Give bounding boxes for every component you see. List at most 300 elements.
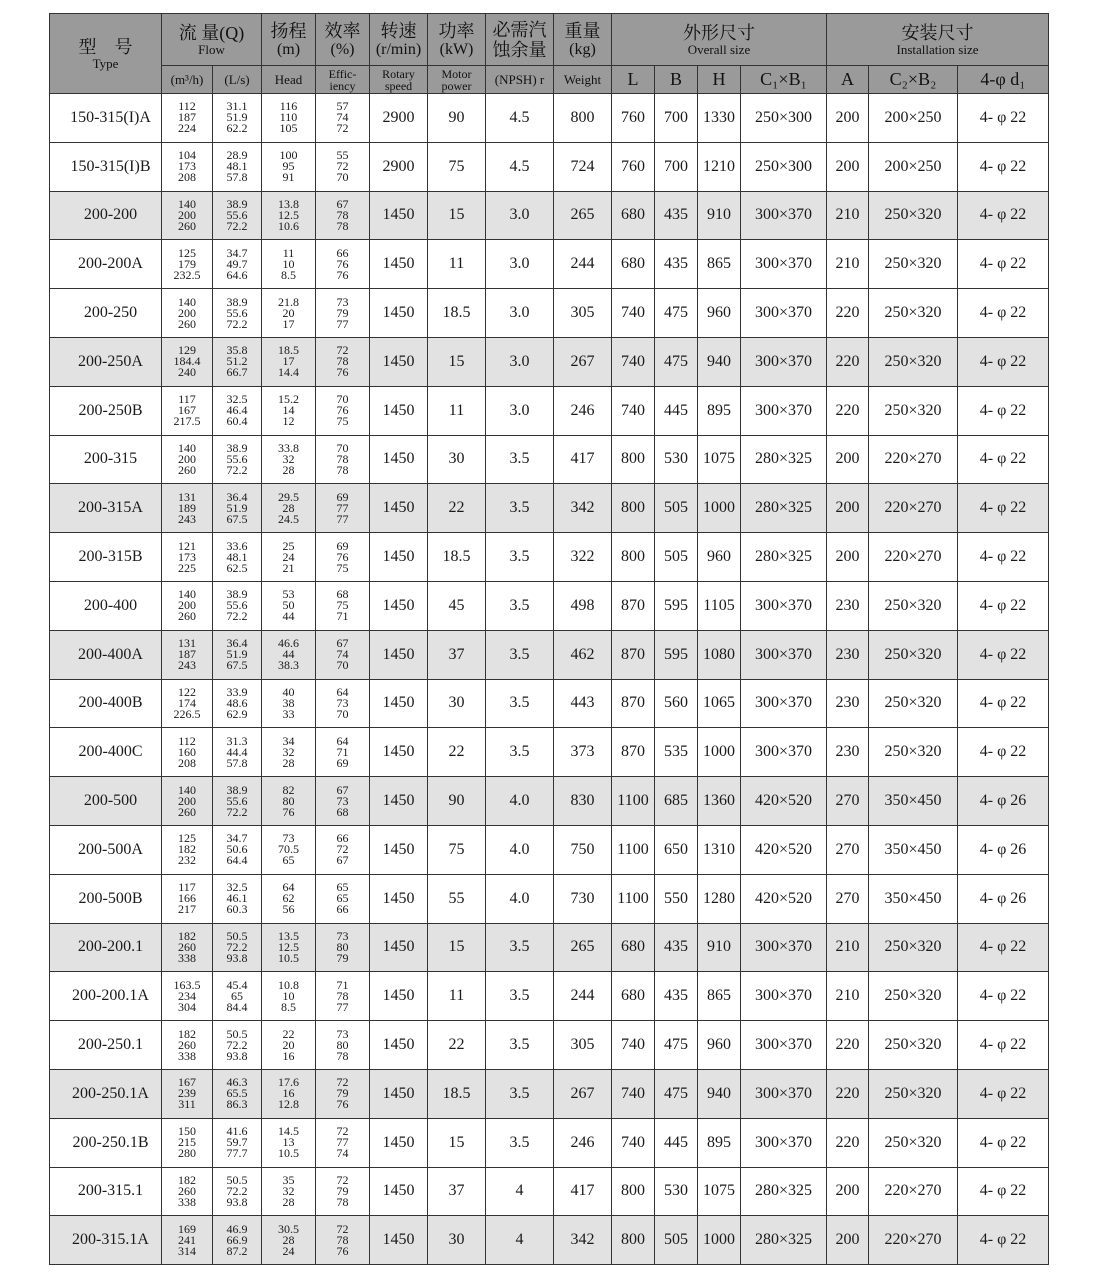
cell-dim-b: 475 — [655, 337, 698, 386]
cell-flow-ls — [213, 484, 262, 533]
cell-flow-ls — [213, 777, 262, 826]
cell-dim-l: 760 — [612, 142, 655, 191]
cell-flow-ls-value: 36.4 — [226, 636, 248, 651]
cell-flow-ls-value: 72.2 — [226, 462, 248, 477]
table-row — [50, 1167, 1049, 1216]
cell-dim-l: 870 — [612, 630, 655, 679]
cell-flow-ls-value: 32.5 — [226, 880, 248, 895]
cell-efficiency-value: 64 — [336, 733, 349, 748]
cell-head-value: 33.8 — [278, 440, 299, 455]
cell-efficiency-value: 66 — [336, 831, 349, 846]
cell-dim-b: 685 — [655, 777, 698, 826]
cell-flow-ls — [213, 1021, 262, 1070]
cell-type: 200-315B — [50, 533, 162, 582]
cell-dim-h: 940 — [698, 337, 741, 386]
cell-flow-m3h-value: 311 — [178, 1097, 196, 1112]
cell-efficiency-value: 76 — [336, 403, 349, 418]
cell-flow-m3h-value: 169 — [178, 1221, 196, 1236]
cell-head-value: 24 — [282, 1243, 295, 1258]
cell-flow-ls-value: 60.3 — [226, 902, 248, 917]
table-row — [50, 874, 1049, 923]
header-npsh-en: (NPSH) r — [486, 66, 554, 94]
cell-efficiency-value: 55 — [336, 148, 349, 163]
cell-efficiency-value: 73 — [336, 294, 349, 309]
cell-power: 11 — [428, 972, 486, 1021]
table-row — [50, 1216, 1049, 1265]
cell-dim-l: 1100 — [612, 874, 655, 923]
cell-head-value: 91 — [282, 170, 295, 185]
table-header — [50, 14, 1049, 94]
cell-weight: 730 — [554, 874, 612, 923]
cell-flow-m3h — [162, 240, 213, 289]
cell-npsh: 4.5 — [486, 142, 554, 191]
cell-flow-ls-value: 55.6 — [226, 305, 248, 320]
cell-dim-b: 530 — [655, 1167, 698, 1216]
cell-efficiency-value: 75 — [336, 414, 349, 429]
header-overall-size: 外形尺寸 Overall size — [612, 14, 827, 66]
cell-efficiency-value: 65 — [336, 880, 349, 895]
cell-type: 200-400A — [50, 630, 162, 679]
cell-dim-c2b2: 250×320 — [869, 728, 958, 777]
cell-efficiency — [316, 240, 370, 289]
table-row — [50, 825, 1049, 874]
cell-efficiency-value: 76 — [336, 1097, 349, 1112]
table-body — [50, 94, 1049, 1265]
cell-dim-c1b1: 300×370 — [741, 191, 827, 240]
cell-flow-m3h-value: 117 — [178, 880, 196, 895]
cell-flow-ls — [213, 923, 262, 972]
cell-flow-ls-value: 50.5 — [226, 1172, 248, 1187]
cell-head-value: 28 — [282, 462, 295, 477]
cell-efficiency-value: 66 — [336, 902, 349, 917]
table-row — [50, 923, 1049, 972]
cell-dim-b: 475 — [655, 1069, 698, 1118]
cell-efficiency — [316, 1216, 370, 1265]
table-row — [50, 1021, 1049, 1070]
cell-head — [262, 337, 316, 386]
cell-flow-m3h-value: 104 — [178, 148, 196, 163]
cell-flow-ls-value: 51.9 — [226, 110, 248, 125]
cell-efficiency-value: 65 — [336, 891, 349, 906]
header-dim-h: H — [698, 66, 741, 94]
cell-efficiency-value: 67 — [336, 636, 349, 651]
cell-speed: 1450 — [370, 679, 428, 728]
cell-flow-ls-value: 48.1 — [226, 159, 248, 174]
cell-flow-m3h — [162, 972, 213, 1021]
cell-efficiency — [316, 1118, 370, 1167]
cell-head-value: 38 — [282, 695, 295, 710]
cell-speed: 1450 — [370, 825, 428, 874]
cell-head — [262, 1118, 316, 1167]
cell-flow-ls-value: 44.4 — [226, 744, 248, 759]
cell-head-value: 10.5 — [278, 950, 299, 965]
cell-dim-l: 800 — [612, 1216, 655, 1265]
cell-flow-ls-value: 46.4 — [226, 403, 248, 418]
cell-speed: 1450 — [370, 972, 428, 1021]
cell-npsh: 3.5 — [486, 972, 554, 1021]
cell-efficiency-value: 77 — [336, 316, 349, 331]
cell-dim-a: 220 — [827, 289, 869, 338]
cell-dim-b: 700 — [655, 142, 698, 191]
cell-flow-m3h-value: 200 — [178, 451, 196, 466]
cell-efficiency-value: 78 — [336, 1194, 349, 1209]
cell-dim-l: 800 — [612, 484, 655, 533]
cell-flow-ls-value: 93.8 — [226, 1194, 248, 1209]
header-dim-c2b2: C₂×B₂ — [869, 66, 958, 94]
cell-flow-ls — [213, 1118, 262, 1167]
cell-efficiency-value: 57 — [336, 99, 349, 114]
cell-flow-ls — [213, 191, 262, 240]
cell-head-value: 28 — [282, 1232, 295, 1247]
cell-flow-m3h — [162, 533, 213, 582]
cell-npsh: 4.5 — [486, 94, 554, 143]
cell-flow-ls-value: 45.4 — [226, 977, 248, 992]
cell-weight: 750 — [554, 825, 612, 874]
cell-dim-h: 895 — [698, 386, 741, 435]
cell-power: 18.5 — [428, 533, 486, 582]
header-npsh: 必需汽 蚀余量 — [486, 14, 554, 66]
cell-dim-b: 435 — [655, 240, 698, 289]
cell-power: 22 — [428, 1021, 486, 1070]
cell-head — [262, 191, 316, 240]
table-row — [50, 972, 1049, 1021]
cell-dim-d1: 4- φ 22 — [958, 728, 1049, 777]
cell-flow-ls-value: 51.9 — [226, 500, 248, 515]
cell-head — [262, 581, 316, 630]
cell-flow-m3h — [162, 337, 213, 386]
cell-dim-d1: 4- φ 22 — [958, 1069, 1049, 1118]
cell-power: 90 — [428, 777, 486, 826]
cell-flow-m3h — [162, 484, 213, 533]
cell-dim-h: 895 — [698, 1118, 741, 1167]
cell-dim-h: 960 — [698, 533, 741, 582]
table-row — [50, 630, 1049, 679]
cell-dim-a: 220 — [827, 1118, 869, 1167]
cell-dim-a: 220 — [827, 1021, 869, 1070]
cell-dim-c1b1: 250×300 — [741, 142, 827, 191]
header-head-en: Head — [262, 66, 316, 94]
cell-weight: 246 — [554, 1118, 612, 1167]
cell-type: 200-250.1 — [50, 1021, 162, 1070]
cell-power: 15 — [428, 923, 486, 972]
cell-type: 200-315.1 — [50, 1167, 162, 1216]
cell-head — [262, 484, 316, 533]
cell-flow-m3h-value: 131 — [178, 636, 196, 651]
cell-efficiency-value: 70 — [336, 170, 349, 185]
cell-flow-ls-value: 31.3 — [226, 733, 248, 748]
cell-flow-ls — [213, 630, 262, 679]
cell-efficiency-value: 79 — [336, 1183, 349, 1198]
cell-head-value: 29.5 — [278, 489, 299, 504]
cell-flow-m3h-value: 167 — [178, 1075, 196, 1090]
cell-flow-m3h-value: 189 — [178, 500, 196, 515]
cell-head — [262, 386, 316, 435]
cell-dim-c1b1: 300×370 — [741, 972, 827, 1021]
cell-dim-c1b1: 300×370 — [741, 386, 827, 435]
cell-dim-l: 800 — [612, 533, 655, 582]
cell-dim-a: 200 — [827, 1167, 869, 1216]
cell-efficiency-value: 76 — [336, 256, 349, 271]
cell-flow-m3h-value: 217.5 — [173, 414, 201, 429]
cell-npsh: 3.0 — [486, 289, 554, 338]
cell-dim-l: 760 — [612, 94, 655, 143]
cell-flow-m3h-value: 260 — [178, 804, 196, 819]
cell-type: 200-250.1A — [50, 1069, 162, 1118]
cell-efficiency-value: 70 — [336, 392, 349, 407]
cell-head-value: 44 — [282, 609, 295, 624]
cell-type: 150-315(I)A — [50, 94, 162, 143]
cell-type: 200-315 — [50, 435, 162, 484]
cell-efficiency-value: 78 — [336, 462, 349, 477]
cell-power: 30 — [428, 435, 486, 484]
cell-power: 15 — [428, 337, 486, 386]
cell-speed: 1450 — [370, 337, 428, 386]
cell-type: 200-400B — [50, 679, 162, 728]
cell-dim-b: 650 — [655, 825, 698, 874]
pump-spec-table — [49, 13, 1049, 1265]
cell-flow-ls-value: 55.6 — [226, 207, 248, 222]
cell-flow-ls — [213, 386, 262, 435]
cell-weight: 342 — [554, 1216, 612, 1265]
cell-head — [262, 777, 316, 826]
cell-weight: 724 — [554, 142, 612, 191]
cell-efficiency — [316, 337, 370, 386]
header-power: 功率 (kW) — [428, 14, 486, 66]
cell-dim-c1b1: 300×370 — [741, 679, 827, 728]
cell-npsh: 3.5 — [486, 679, 554, 728]
cell-speed: 1450 — [370, 874, 428, 923]
cell-flow-m3h — [162, 142, 213, 191]
cell-efficiency-value: 73 — [336, 928, 349, 943]
cell-head — [262, 679, 316, 728]
cell-flow-ls-value: 67.5 — [226, 511, 248, 526]
header-head: 扬程 (m) — [262, 14, 316, 66]
cell-efficiency-value: 67 — [336, 853, 349, 868]
cell-head — [262, 94, 316, 143]
cell-head-value: 10.6 — [278, 218, 299, 233]
cell-flow-m3h — [162, 94, 213, 143]
cell-dim-a: 220 — [827, 337, 869, 386]
cell-dim-d1: 4- φ 22 — [958, 581, 1049, 630]
cell-efficiency-value: 79 — [336, 950, 349, 965]
cell-dim-h: 865 — [698, 240, 741, 289]
cell-flow-m3h-value: 122 — [178, 684, 196, 699]
cell-power: 22 — [428, 728, 486, 777]
cell-dim-a: 230 — [827, 728, 869, 777]
cell-dim-b: 595 — [655, 630, 698, 679]
cell-head-value: 46.6 — [278, 636, 299, 651]
cell-dim-a: 200 — [827, 142, 869, 191]
cell-efficiency-value: 77 — [336, 500, 349, 515]
cell-flow-m3h-value: 338 — [178, 1048, 196, 1063]
cell-flow-ls — [213, 533, 262, 582]
table-row — [50, 1118, 1049, 1167]
cell-flow-ls-value: 57.8 — [226, 170, 248, 185]
cell-flow-m3h-value: 166 — [178, 891, 196, 906]
cell-efficiency-value: 69 — [336, 755, 349, 770]
cell-head-value: 10.5 — [278, 1146, 299, 1161]
cell-dim-c2b2: 250×320 — [869, 972, 958, 1021]
cell-power: 75 — [428, 142, 486, 191]
cell-dim-l: 740 — [612, 289, 655, 338]
cell-head-value: 10 — [282, 988, 295, 1003]
header-power-en: Motor power — [428, 66, 486, 94]
cell-head-value: 105 — [279, 121, 298, 136]
cell-flow-ls — [213, 728, 262, 777]
cell-flow-ls-value: 38.9 — [226, 196, 248, 211]
cell-type: 200-500 — [50, 777, 162, 826]
cell-efficiency-value: 78 — [336, 1048, 349, 1063]
header-dim-c1b1: C₁×B₁ — [741, 66, 827, 94]
cell-flow-ls-value: 64.6 — [226, 267, 248, 282]
cell-efficiency — [316, 777, 370, 826]
cell-flow-ls-value: 72.2 — [226, 609, 248, 624]
cell-dim-c2b2: 200×250 — [869, 142, 958, 191]
cell-head-value: 56 — [282, 902, 295, 917]
header-efficiency-en: Effic- iency — [316, 66, 370, 94]
cell-flow-m3h-value: 140 — [178, 782, 196, 797]
cell-efficiency — [316, 581, 370, 630]
cell-dim-b: 445 — [655, 386, 698, 435]
cell-dim-c2b2: 250×320 — [869, 240, 958, 289]
cell-flow-ls-value: 60.4 — [226, 414, 248, 429]
cell-flow-m3h-value: 187 — [178, 647, 196, 662]
cell-dim-l: 800 — [612, 435, 655, 484]
cell-dim-b: 700 — [655, 94, 698, 143]
cell-efficiency-value: 79 — [336, 305, 349, 320]
cell-flow-ls — [213, 972, 262, 1021]
cell-flow-m3h-value: 200 — [178, 598, 196, 613]
cell-efficiency-value: 77 — [336, 999, 349, 1014]
cell-type: 200-200.1A — [50, 972, 162, 1021]
cell-dim-c2b2: 250×320 — [869, 581, 958, 630]
cell-head-value: 53 — [282, 587, 295, 602]
cell-dim-b: 505 — [655, 484, 698, 533]
cell-efficiency-value: 64 — [336, 684, 349, 699]
table-row — [50, 484, 1049, 533]
cell-type: 200-500A — [50, 825, 162, 874]
table-row — [50, 728, 1049, 777]
cell-efficiency-value: 78 — [336, 451, 349, 466]
cell-flow-ls-value: 41.6 — [226, 1124, 248, 1139]
cell-power: 18.5 — [428, 1069, 486, 1118]
cell-dim-c2b2: 220×270 — [869, 1167, 958, 1216]
cell-dim-h: 960 — [698, 1021, 741, 1070]
cell-npsh: 4.0 — [486, 874, 554, 923]
cell-flow-m3h-value: 225 — [178, 560, 196, 575]
cell-npsh: 3.5 — [486, 581, 554, 630]
cell-efficiency-value: 76 — [336, 365, 349, 380]
cell-flow-ls-value: 64.4 — [226, 853, 248, 868]
cell-dim-d1: 4- φ 22 — [958, 1216, 1049, 1265]
cell-head — [262, 923, 316, 972]
cell-dim-a: 210 — [827, 191, 869, 240]
cell-flow-ls — [213, 825, 262, 874]
cell-npsh: 4.0 — [486, 825, 554, 874]
cell-flow-ls — [213, 1167, 262, 1216]
cell-npsh: 3.5 — [486, 1118, 554, 1167]
cell-flow-m3h — [162, 1069, 213, 1118]
cell-dim-c1b1: 300×370 — [741, 581, 827, 630]
cell-dim-c2b2: 250×320 — [869, 923, 958, 972]
cell-dim-b: 445 — [655, 1118, 698, 1167]
cell-dim-d1: 4- φ 22 — [958, 679, 1049, 728]
cell-dim-c2b2: 200×250 — [869, 94, 958, 143]
cell-efficiency — [316, 1167, 370, 1216]
cell-efficiency — [316, 484, 370, 533]
cell-flow-m3h — [162, 923, 213, 972]
cell-speed: 1450 — [370, 728, 428, 777]
cell-weight: 417 — [554, 435, 612, 484]
cell-head — [262, 874, 316, 923]
cell-flow-ls-value: 48.6 — [226, 695, 248, 710]
header-dim-d1: 4-φ d₁ — [958, 66, 1049, 94]
cell-flow-ls-value: 34.7 — [226, 831, 248, 846]
cell-dim-d1: 4- φ 22 — [958, 289, 1049, 338]
cell-dim-c2b2: 350×450 — [869, 874, 958, 923]
cell-dim-b: 475 — [655, 1021, 698, 1070]
cell-dim-h: 1105 — [698, 581, 741, 630]
cell-flow-ls — [213, 289, 262, 338]
cell-head-value: 32 — [282, 451, 295, 466]
cell-power: 11 — [428, 386, 486, 435]
cell-dim-h: 1280 — [698, 874, 741, 923]
cell-flow-m3h — [162, 1118, 213, 1167]
cell-dim-l: 680 — [612, 191, 655, 240]
cell-dim-b: 505 — [655, 1216, 698, 1265]
table-row — [50, 1069, 1049, 1118]
cell-dim-a: 210 — [827, 923, 869, 972]
cell-dim-c2b2: 250×320 — [869, 337, 958, 386]
cell-head-value: 13 — [282, 1135, 295, 1150]
cell-head-value: 10 — [282, 256, 295, 271]
cell-weight: 265 — [554, 923, 612, 972]
cell-dim-h: 1310 — [698, 825, 741, 874]
cell-speed: 1450 — [370, 1021, 428, 1070]
cell-flow-m3h — [162, 386, 213, 435]
cell-type: 200-200A — [50, 240, 162, 289]
cell-weight: 373 — [554, 728, 612, 777]
cell-flow-ls-value: 72.2 — [226, 1183, 248, 1198]
cell-dim-b: 475 — [655, 289, 698, 338]
cell-dim-c2b2: 220×270 — [869, 484, 958, 533]
cell-flow-ls-value: 51.9 — [226, 647, 248, 662]
cell-dim-d1: 4- φ 22 — [958, 435, 1049, 484]
cell-flow-ls-value: 59.7 — [226, 1135, 248, 1150]
cell-dim-d1: 4- φ 22 — [958, 142, 1049, 191]
cell-power: 37 — [428, 1167, 486, 1216]
cell-speed: 1450 — [370, 1167, 428, 1216]
cell-head-value: 73 — [282, 831, 295, 846]
cell-flow-m3h-value: 121 — [178, 538, 196, 553]
cell-flow-m3h-value: 140 — [178, 196, 196, 211]
cell-power: 15 — [428, 1118, 486, 1167]
cell-head-value: 40 — [282, 684, 295, 699]
cell-weight: 342 — [554, 484, 612, 533]
cell-type: 200-200 — [50, 191, 162, 240]
cell-dim-d1: 4- φ 22 — [958, 1167, 1049, 1216]
cell-npsh: 3.5 — [486, 533, 554, 582]
cell-dim-l: 800 — [612, 1167, 655, 1216]
cell-power: 75 — [428, 825, 486, 874]
cell-flow-m3h-value: 260 — [178, 609, 196, 624]
cell-dim-d1: 4- φ 22 — [958, 1021, 1049, 1070]
cell-speed: 1450 — [370, 581, 428, 630]
cell-flow-m3h — [162, 1216, 213, 1265]
cell-dim-b: 435 — [655, 972, 698, 1021]
cell-head-value: 100 — [279, 148, 298, 163]
cell-flow-ls-value: 36.4 — [226, 489, 248, 504]
